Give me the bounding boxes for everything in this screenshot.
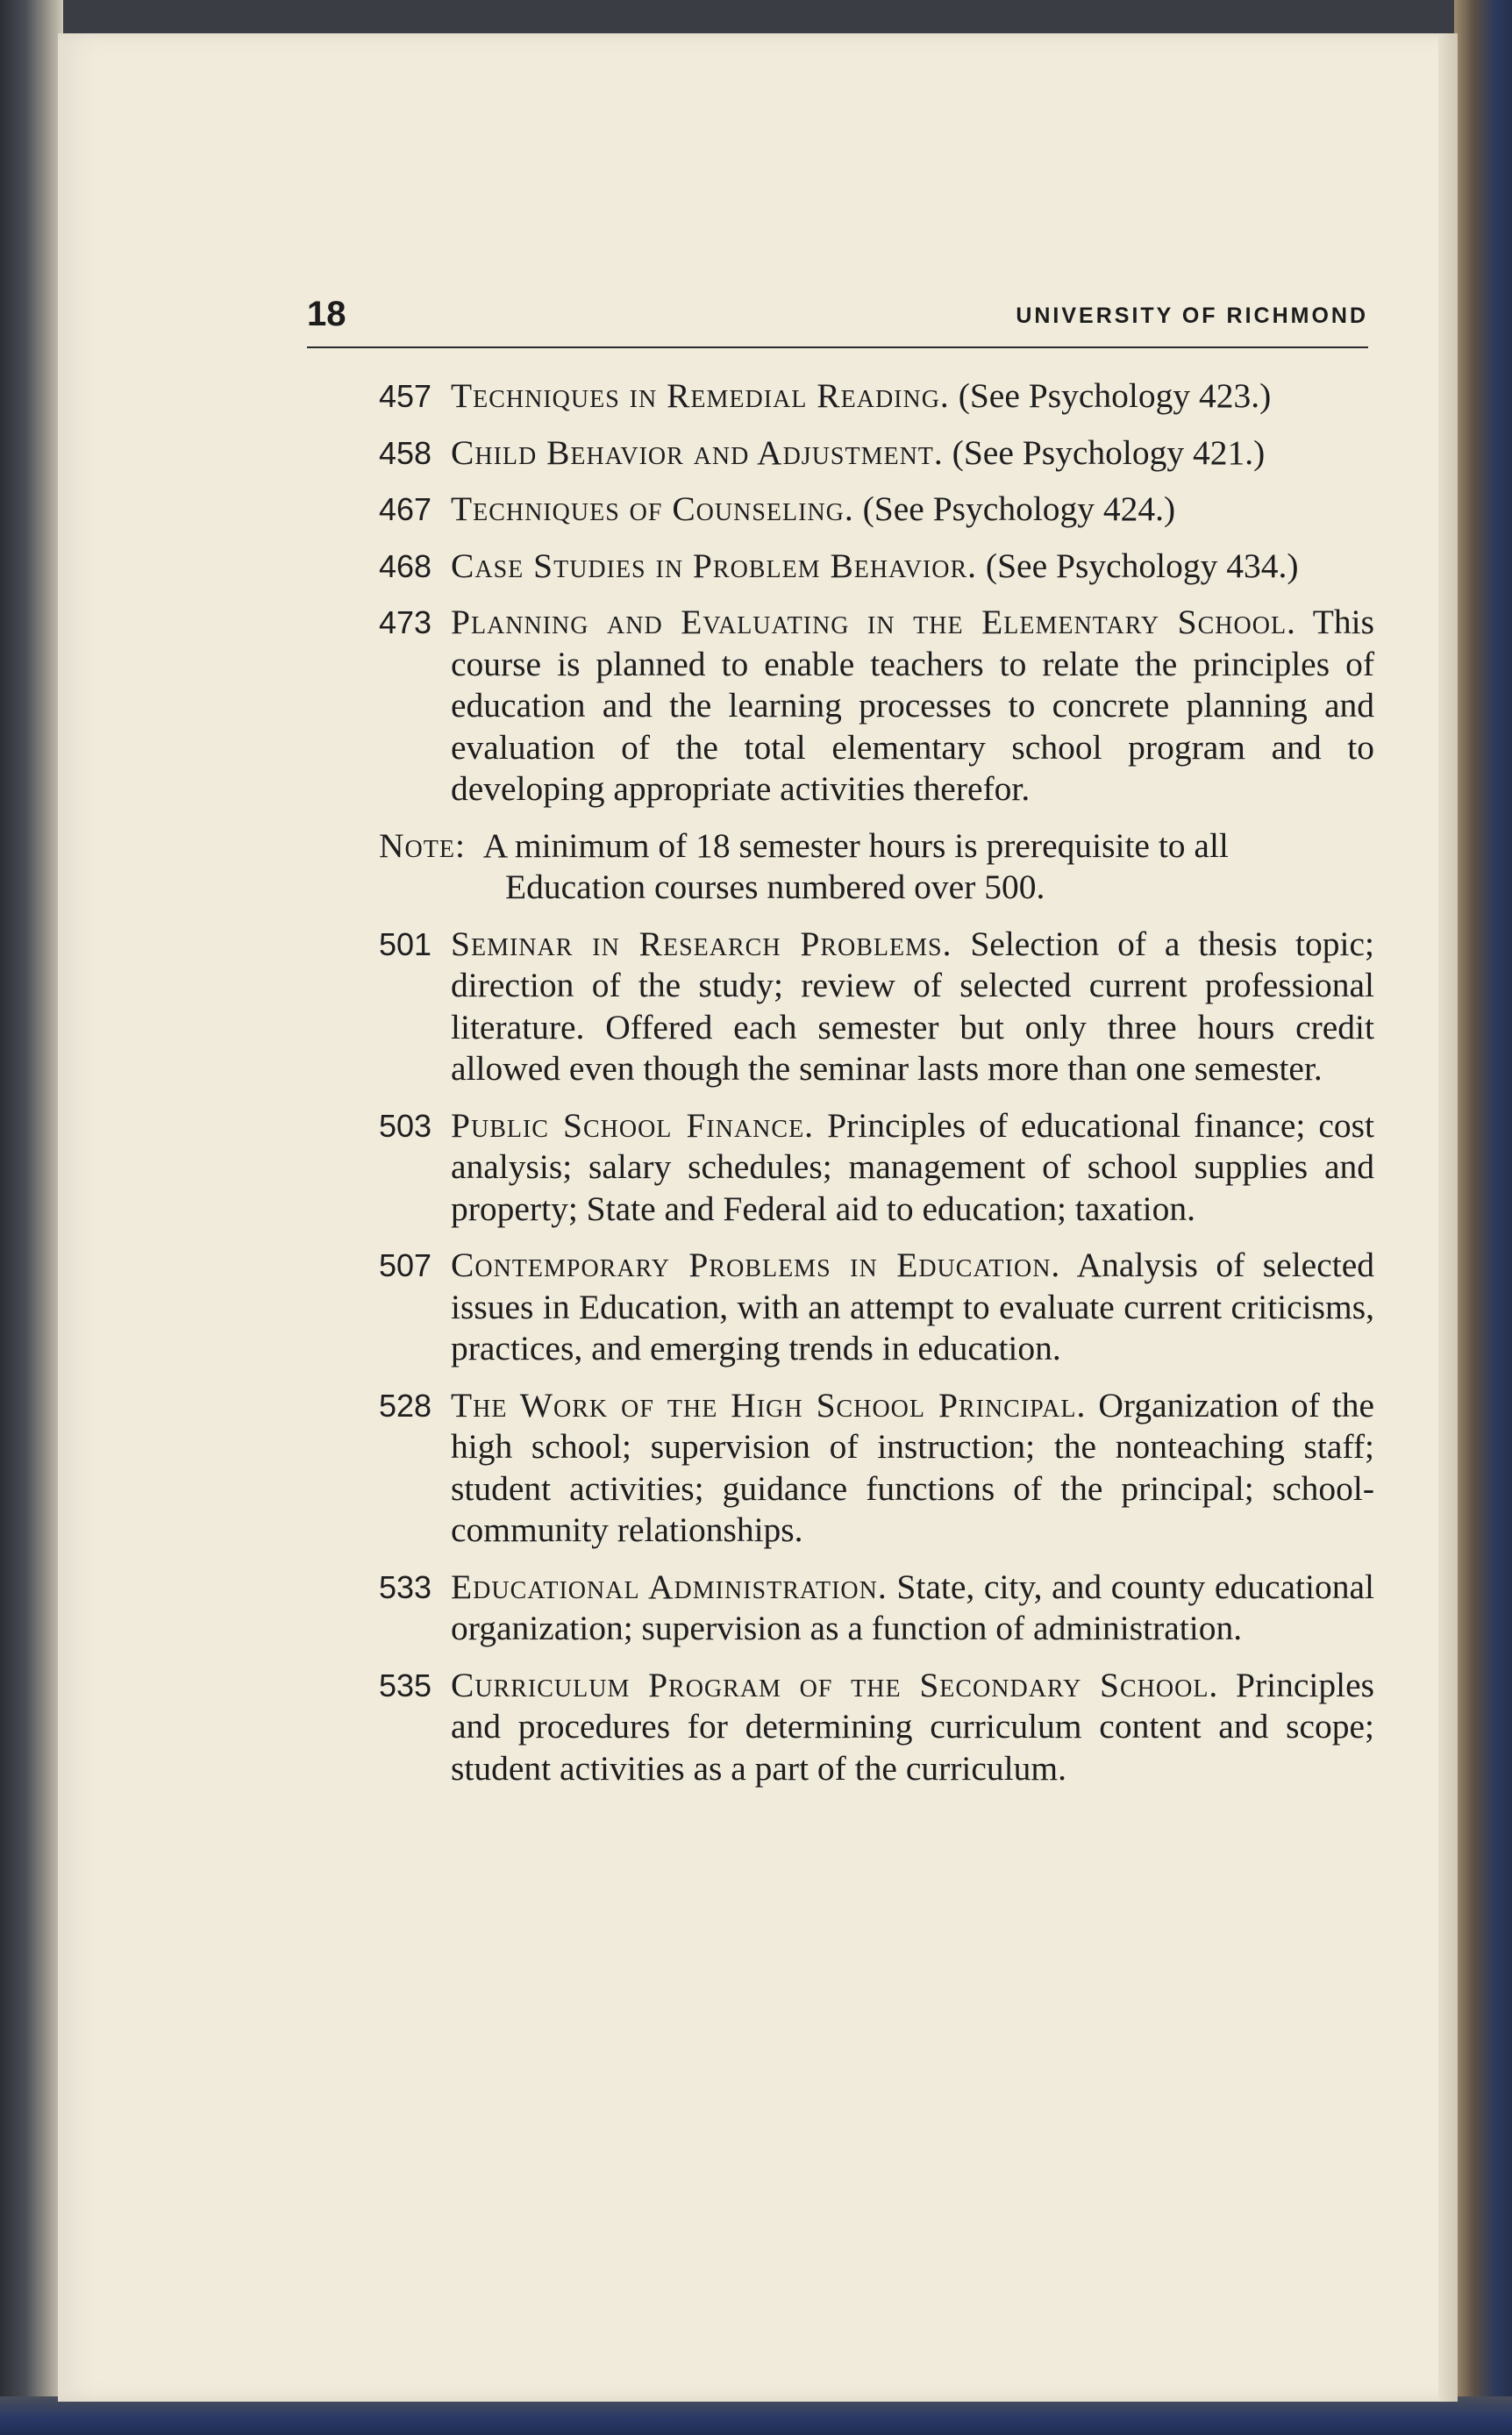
running-head: UNIVERSITY OF RICHMOND bbox=[1016, 303, 1368, 328]
course-title: Contemporary Problems in Education. bbox=[451, 1246, 1061, 1284]
course-number: 457 bbox=[379, 378, 432, 414]
course-title: Case Studies in Problem Behavior. bbox=[451, 546, 978, 585]
course-number: 458 bbox=[379, 434, 432, 471]
book-binding-right bbox=[1454, 0, 1512, 2435]
note-text: A minimum of 18 semester hours is prerequisite to all Education courses numbered over 500. bbox=[482, 825, 1229, 906]
course-title: Public School Finance. bbox=[451, 1105, 815, 1145]
course-entry bbox=[379, 1245, 1374, 1370]
course-description: This course is planned to enable teachers to relate the principles of education and the learning processes to concrete planning and evaluation of the total elementary school program and to developing appropriate activities therefor. bbox=[451, 603, 1374, 808]
course-number: 468 bbox=[379, 547, 432, 584]
course-number: 473 bbox=[379, 604, 432, 640]
course-entry bbox=[379, 375, 1374, 418]
course-description: Principles of educational finance; cost analysis; salary schedules; management of school supplies and property; State and Federal aid to education; taxation. bbox=[451, 1105, 1375, 1228]
course-description: Analysis of selected issues in Education, with an attempt to evaluate current criticisms, practices, and emerging trends in education. bbox=[451, 1246, 1374, 1367]
page-edge bbox=[1438, 33, 1458, 2402]
course-description: (See Psychology 423.) bbox=[958, 376, 1272, 415]
course-description: (See Psychology 421.) bbox=[952, 432, 1266, 472]
course-number: 501 bbox=[379, 925, 432, 962]
page-number: 18 bbox=[307, 295, 346, 333]
course-description: State, city, and county educational organization; supervision as a function of administration. bbox=[451, 1567, 1374, 1647]
course-description: Selection of a thesis topic; direction of the study; review of selected current professional literature. Offered each semester but only three hours credit allowed even though the seminar lasts more than one semester. bbox=[451, 924, 1375, 1088]
book-binding-left bbox=[0, 0, 63, 2435]
page-header bbox=[307, 295, 1368, 347]
course-entry bbox=[379, 1105, 1374, 1231]
course-entry bbox=[379, 546, 1374, 588]
course-number: 503 bbox=[379, 1107, 432, 1144]
course-number: 467 bbox=[379, 491, 432, 527]
course-description: Organization of the high school; supervision of instruction; the nonteaching staff; student activities; guidance functions of the principal; school-community relationships. bbox=[451, 1385, 1375, 1549]
course-title: Techniques of Counseling. bbox=[451, 489, 854, 528]
course-entry bbox=[379, 432, 1374, 475]
course-title: Techniques in Remedial Reading. bbox=[451, 376, 950, 415]
course-number: 528 bbox=[379, 1387, 432, 1424]
course-entry bbox=[379, 924, 1374, 1090]
course-description: (See Psychology 424.) bbox=[862, 489, 1176, 528]
course-title: Curriculum Program of the Secondary School. bbox=[451, 1665, 1219, 1704]
course-title: Child Behavior and Adjustment. bbox=[451, 432, 944, 472]
course-entry bbox=[379, 1567, 1374, 1650]
course-number: 533 bbox=[379, 1568, 432, 1605]
header-rule bbox=[307, 346, 1368, 348]
book-binding-bottom bbox=[0, 2396, 1512, 2435]
note-label: Note: bbox=[379, 825, 466, 865]
course-description: (See Psychology 434.) bbox=[985, 546, 1299, 585]
course-title: Planning and Evaluating in the Elementary School. bbox=[451, 603, 1296, 641]
course-number: 507 bbox=[379, 1247, 432, 1283]
course-entry bbox=[379, 489, 1374, 531]
course-entry bbox=[379, 1385, 1374, 1552]
course-title: The Work of the High School Principal. bbox=[451, 1385, 1087, 1425]
course-title: Seminar in Research Problems. bbox=[451, 924, 952, 963]
course-list bbox=[379, 375, 1374, 1804]
course-title: Educational Administration. bbox=[451, 1567, 888, 1606]
course-entry bbox=[379, 602, 1374, 810]
course-number: 535 bbox=[379, 1667, 432, 1703]
course-description: Principles and procedures for determining curriculum content and scope; student activities as a part of the curriculum. bbox=[451, 1665, 1374, 1788]
prerequisite-note bbox=[379, 825, 1374, 909]
course-entry bbox=[379, 1665, 1374, 1790]
